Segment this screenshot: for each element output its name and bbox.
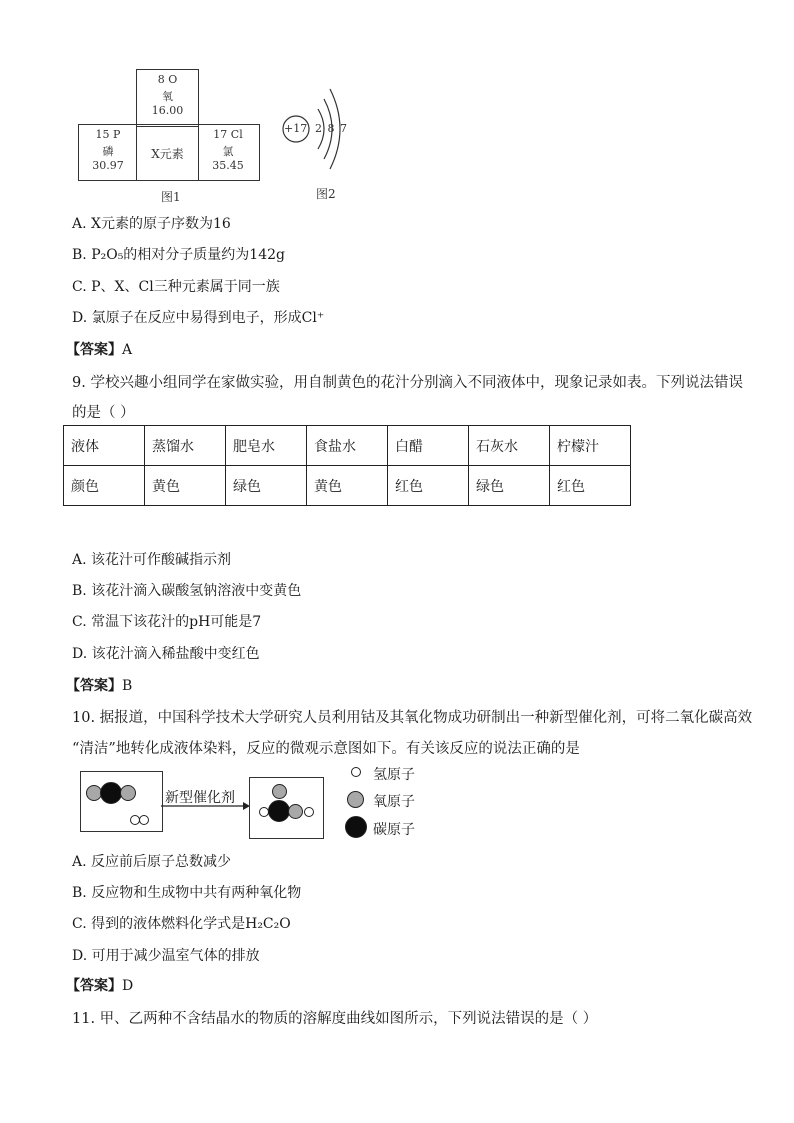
- q9-option-a: A. 该花汁可作酸碱指示剂: [72, 552, 232, 568]
- table-cell: 白醋: [388, 426, 469, 466]
- x-element-name: X元素: [151, 147, 184, 161]
- table-cell: 蒸馏水: [145, 426, 226, 466]
- q8-option-d: D. 氯原子在反应中易得到电子，形成Cl⁺: [72, 310, 325, 326]
- chlorine-name: 氯: [222, 145, 234, 158]
- carbon-legend-icon: [345, 816, 367, 838]
- q10-answer: [66, 975, 133, 995]
- q8-answer: [66, 339, 132, 359]
- figure2-caption: 图2: [316, 187, 336, 201]
- q8-answer-value: A: [122, 342, 133, 358]
- chlorine-mass: 35.45: [212, 159, 244, 172]
- hydrogen-atom: [139, 815, 149, 825]
- table-cell: 柠檬汁: [550, 426, 631, 466]
- q10-stem-line1: 10. 据报道，中国科学技术大学研究人员利用钴及其氧化物成功研制出一种新型催化剂，可将二氧化碳高效: [72, 710, 753, 726]
- oxygen-atom: [272, 784, 287, 799]
- cell-chlorine: [197, 124, 260, 181]
- table-row: [64, 466, 631, 506]
- q9-stem-line1: 9. 学校兴趣小组同学在家做实验，用自制黄色的花汁分别滴入不同液体中，现象记录如表。下列说法错误: [72, 375, 743, 391]
- oxygen-mass: 16.00: [151, 104, 184, 117]
- q9-stem-line2: 的是（ ）: [72, 405, 135, 421]
- q9-option-b: B. 该花汁滴入碳酸氢钠溶液中变黄色: [72, 583, 302, 599]
- table-cell: 红色: [388, 466, 469, 506]
- q9-answer: [66, 675, 132, 695]
- catalyst-label: 新型催化剂: [165, 790, 235, 806]
- reaction-arrow-icon: [161, 801, 251, 811]
- table-row: [64, 426, 631, 466]
- q10-answer-tag: 【答案】: [66, 978, 122, 994]
- table-cell: 肥皂水: [226, 426, 307, 466]
- q8-answer-tag: 【答案】: [66, 342, 122, 358]
- cell-x-element: [136, 124, 199, 181]
- table-cell: 绿色: [469, 466, 550, 506]
- table-cell: 绿色: [226, 466, 307, 506]
- legend-carbon: 碳原子: [373, 822, 415, 838]
- q8-option-c: C. P、X、Cl三种元素属于同一族: [72, 279, 280, 295]
- q8-option-a: A. X元素的原子序数为16: [72, 216, 231, 232]
- oxygen-atom: [288, 804, 303, 819]
- q10-option-a: A. 反应前后原子总数减少: [72, 854, 232, 870]
- figure1-caption: 图1: [161, 190, 181, 204]
- chlorine-number-symbol: 17 Cl: [213, 128, 243, 141]
- flower-juice-color-table: [63, 425, 631, 506]
- table-cell: 黄色: [307, 466, 388, 506]
- q9-option-c: C. 常温下该花汁的pH可能是7: [72, 614, 262, 630]
- oxygen-name: 氧: [162, 90, 173, 103]
- table-cell: 黄色: [145, 466, 226, 506]
- hydrogen-atom: [304, 807, 314, 817]
- q9-answer-tag: 【答案】: [66, 678, 122, 694]
- q10-option-d: D. 可用于减少温室气体的排放: [72, 948, 260, 964]
- legend-hydrogen: 氢原子: [373, 767, 415, 783]
- carbon-atom: [100, 782, 122, 804]
- oxygen-legend-icon: [347, 791, 364, 808]
- q9-option-d: D. 该花汁滴入稀盐酸中变红色: [72, 646, 260, 662]
- table-cell: 颜色: [64, 466, 145, 506]
- q8-option-b: B. P₂O₅的相对分子质量约为142g: [72, 247, 285, 263]
- carbon-atom: [268, 800, 290, 822]
- oxygen-number-symbol: 8 O: [157, 73, 178, 86]
- phosphorus-mass: 30.97: [92, 159, 124, 172]
- products-box: [249, 777, 324, 839]
- phosphorus-name: 磷: [102, 145, 114, 158]
- phosphorus-number-symbol: 15 P: [95, 128, 121, 141]
- electron-shell-counts: 2 8 7: [315, 122, 348, 135]
- reactants-box: [80, 771, 163, 832]
- q9-answer-value: B: [122, 678, 133, 694]
- cell-phosphorus: [78, 124, 137, 181]
- oxygen-atom: [120, 785, 136, 801]
- table-cell: 食盐水: [307, 426, 388, 466]
- q10-stem-line2: “清洁”地转化成液体染料，反应的微观示意图如下。有关该反应的说法正确的是: [72, 741, 580, 757]
- table-cell: 液体: [64, 426, 145, 466]
- q10-option-b: B. 反应物和生成物中共有两种氧化物: [72, 885, 302, 901]
- q11-stem-line1: 11. 甲、乙两种不含结晶水的物质的溶解度曲线如图所示，下列说法错误的是（ ）: [72, 1011, 598, 1027]
- table-cell: 石灰水: [469, 426, 550, 466]
- legend-oxygen: 氧原子: [373, 794, 415, 810]
- table-cell: 红色: [550, 466, 631, 506]
- nucleus-charge: +17: [284, 122, 308, 135]
- q10-option-c: C. 得到的液体燃料化学式是H₂C₂O: [72, 916, 291, 932]
- hydrogen-legend-icon: [351, 767, 361, 777]
- cell-oxygen: [136, 69, 199, 127]
- q10-answer-value: D: [122, 978, 134, 994]
